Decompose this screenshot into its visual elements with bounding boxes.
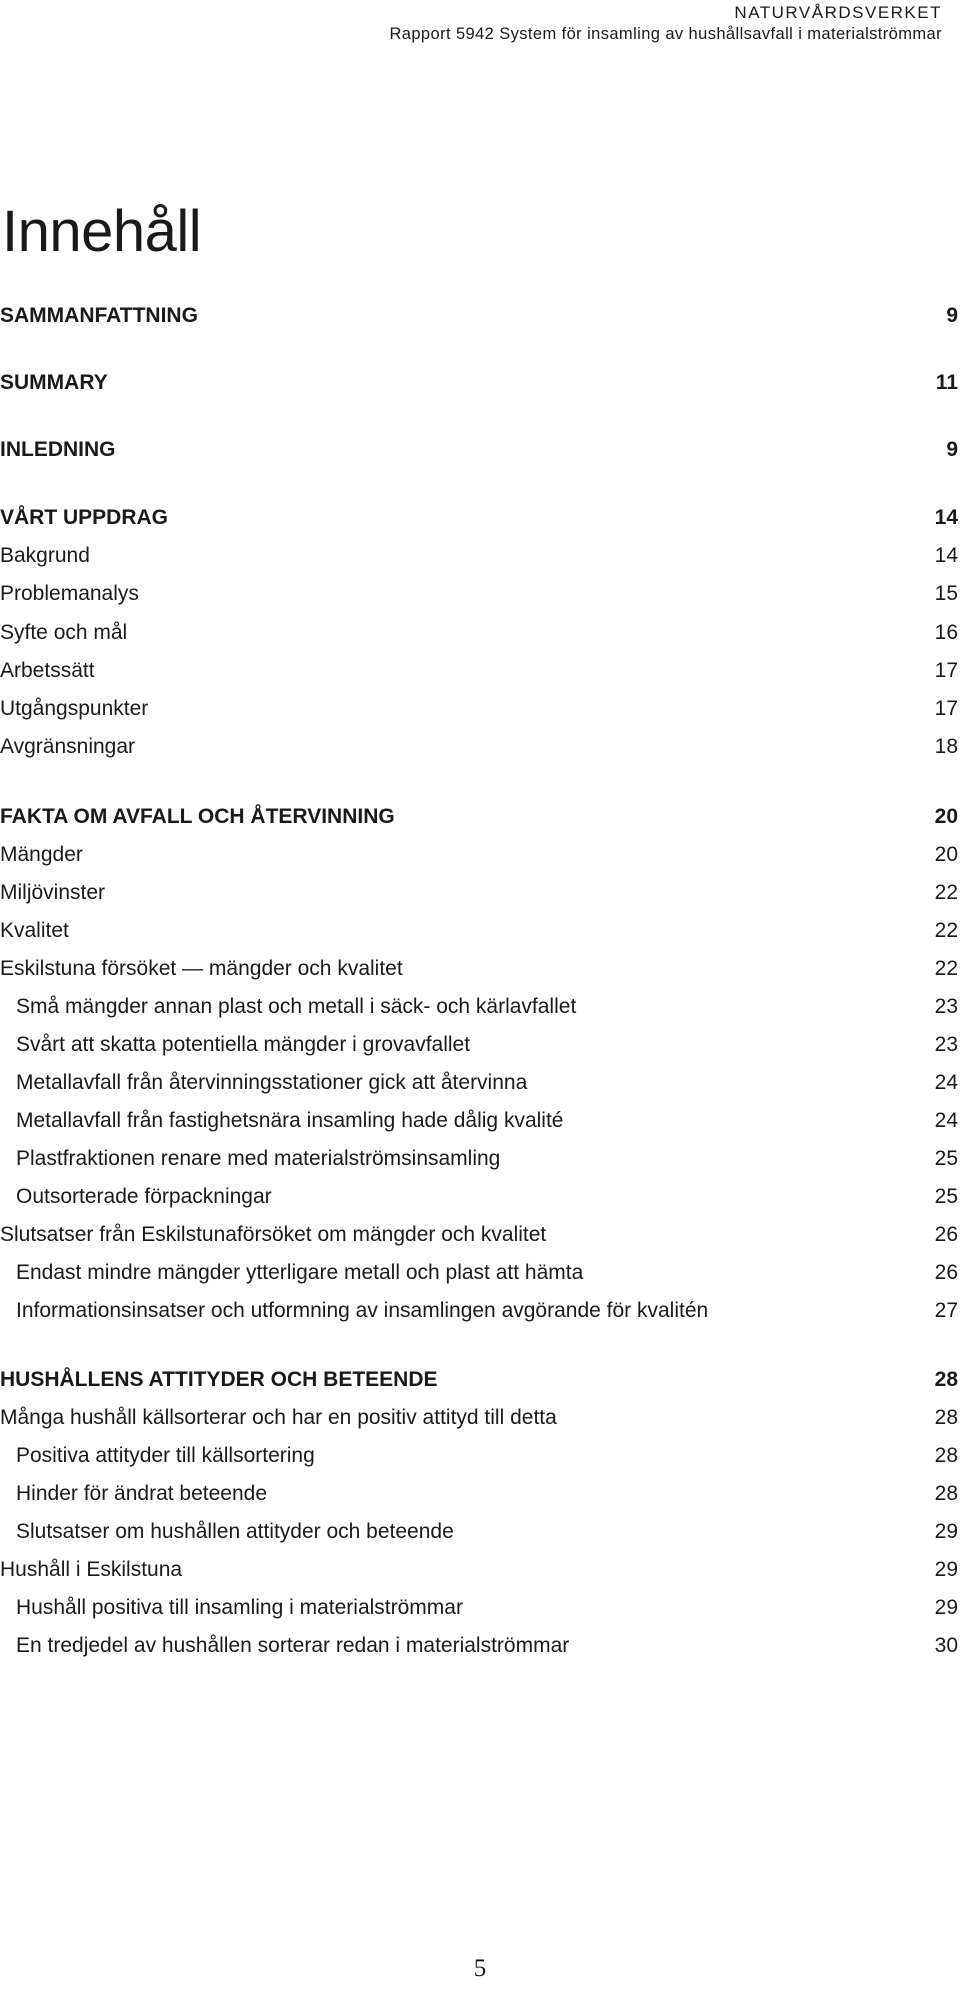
toc-entry-page: 25 [934, 1147, 958, 1170]
toc-entry[interactable] [0, 1181, 958, 1213]
toc-entry-page: 14 [934, 506, 958, 529]
toc-entry-page: 28 [934, 1406, 958, 1429]
toc-entry[interactable] [0, 1029, 958, 1061]
header-org: NATURVÅRDSVERKET [734, 3, 942, 22]
toc-entry[interactable] [0, 1402, 958, 1434]
toc-entry-page: 22 [934, 881, 958, 904]
toc-entry-label: Hushåll positiva till insamling i materialströmmar [16, 1596, 463, 1619]
toc-entry-page: 16 [934, 621, 958, 644]
toc-entry-page: 27 [934, 1299, 958, 1322]
toc-entry[interactable] [0, 1630, 958, 1662]
toc-entry-page: 24 [934, 1109, 958, 1132]
page-title: Innehåll [2, 199, 202, 264]
toc-entry-label: Bakgrund [0, 544, 90, 567]
toc-entry-label: Metallavfall från fastighetsnära insamling hade dålig kvalité [16, 1109, 564, 1132]
toc-entry-page: 11 [935, 371, 958, 394]
toc-entry-page: 29 [934, 1558, 958, 1581]
toc-entry-label: Hinder för ändrat beteende [16, 1482, 268, 1505]
toc-entry-label: Problemanalys [0, 582, 139, 605]
page-header [389, 2, 942, 45]
toc-entry[interactable] [0, 693, 958, 725]
toc-entry-page: 20 [934, 805, 958, 828]
toc-entry-label: Syfte och mål [0, 621, 128, 644]
toc-entry[interactable] [0, 877, 958, 909]
toc-entry-label: Positiva attityder till källsortering [16, 1444, 315, 1467]
toc-entry-label: INLEDNING [0, 438, 116, 461]
toc-entry-page: 15 [934, 582, 958, 605]
toc-entry-page: 22 [934, 919, 958, 942]
toc-entry[interactable] [0, 1516, 958, 1548]
toc-entry-label: HUSHÅLLENS ATTITYDER OCH BETEENDE [0, 1368, 438, 1391]
toc-entry-label: Kvalitet [0, 919, 69, 942]
toc-entry-page: 17 [934, 659, 958, 682]
toc-entry[interactable] [0, 991, 958, 1023]
toc-entry[interactable] [0, 801, 958, 833]
toc-entry[interactable] [0, 1295, 958, 1327]
toc-entry[interactable] [0, 1440, 958, 1472]
toc-entry-label: SUMMARY [0, 371, 108, 394]
toc-entry[interactable] [0, 1143, 958, 1175]
toc-entry[interactable] [0, 655, 958, 687]
toc-entry-page: 23 [934, 1033, 958, 1056]
toc-entry-page: 29 [934, 1520, 958, 1543]
toc-entry-page: 30 [934, 1634, 958, 1657]
toc-entry-page: 28 [934, 1368, 958, 1391]
toc-entry-page: 14 [934, 544, 958, 567]
toc-entry[interactable] [0, 1257, 958, 1289]
toc-entry-label: Metallavfall från återvinningsstationer gick att återvinna [16, 1071, 528, 1094]
toc-entry-page: 24 [934, 1071, 958, 1094]
toc-entry-label: Outsorterade förpackningar [16, 1185, 272, 1208]
toc-entry-page: 22 [934, 957, 958, 980]
toc-entry[interactable] [0, 540, 958, 572]
toc-entry-page: 9 [946, 438, 958, 461]
toc-entry-page: 20 [934, 843, 958, 866]
toc-entry-label: Mängder [0, 843, 83, 866]
toc-entry-label: Informationsinsatser och utformning av insamlingen avgörande för kvalitén [16, 1299, 709, 1322]
toc-entry[interactable] [0, 1219, 958, 1251]
toc-entry-page: 29 [934, 1596, 958, 1619]
toc-entry-page: 28 [934, 1482, 958, 1505]
toc-entry[interactable] [0, 1592, 958, 1624]
toc-entry[interactable] [0, 578, 958, 610]
toc-entry-label: Hushåll i Eskilstuna [0, 1558, 183, 1581]
toc-entry-label: Svårt att skatta potentiella mängder i grovavfallet [16, 1033, 471, 1056]
toc-entry-label: Slutsatser från Eskilstunaförsöket om mängder och kvalitet [0, 1223, 547, 1246]
toc-entry-page: 25 [934, 1185, 958, 1208]
toc-entry-label: Plastfraktionen renare med materialströmsinsamling [16, 1147, 501, 1170]
toc-entry-label: Endast mindre mängder ytterligare metall och plast att hämta [16, 1261, 584, 1284]
toc-entry[interactable] [0, 300, 958, 332]
toc-entry[interactable] [0, 617, 958, 649]
toc-entry-label: FAKTA OM AVFALL OCH ÅTERVINNING [0, 805, 395, 828]
page-number: 5 [473, 1955, 487, 1982]
toc-entry[interactable] [0, 953, 958, 985]
toc-entry-label: VÅRT UPPDRAG [0, 506, 169, 529]
toc-entry[interactable] [0, 1364, 958, 1396]
toc-entry-label: Avgränsningar [0, 735, 136, 758]
toc-entry[interactable] [0, 731, 958, 763]
toc-entry[interactable] [0, 1067, 958, 1099]
toc-entry-label: Utgångspunkter [0, 697, 149, 720]
toc-entry[interactable] [0, 839, 958, 871]
toc-entry-page: 9 [946, 304, 958, 327]
toc-entry-label: SAMMANFATTNING [0, 304, 198, 327]
toc-entry-label: Eskilstuna försöket — mängder och kvalitet [0, 957, 403, 980]
toc-entry-label: Arbetssätt [0, 659, 95, 682]
toc-entry-label: En tredjedel av hushållen sorterar redan i materialströmmar [16, 1634, 570, 1657]
toc-entry-label: Slutsatser om hushållen attityder och beteende [16, 1520, 454, 1543]
toc-entry-label: Små mängder annan plast och metall i säck- och kärlavfallet [16, 995, 577, 1018]
toc-entry-page: 23 [934, 995, 958, 1018]
toc-entry-page: 18 [934, 735, 958, 758]
toc-entry[interactable] [0, 367, 958, 399]
toc-entry[interactable] [0, 1478, 958, 1510]
toc-entry-page: 28 [934, 1444, 958, 1467]
toc-entry[interactable] [0, 915, 958, 947]
toc-entry-label: Många hushåll källsorterar och har en positiv attityd till detta [0, 1406, 557, 1429]
toc-entry[interactable] [0, 1554, 958, 1586]
toc-entry[interactable] [0, 502, 958, 534]
toc-entry[interactable] [0, 1105, 958, 1137]
header-report-title: Rapport 5942 System för insamling av hushållsavfall i materialströmmar [389, 25, 942, 43]
toc-entry[interactable] [0, 434, 958, 466]
toc-entry-label: Miljövinster [0, 881, 106, 904]
toc-entry-page: 26 [934, 1223, 958, 1246]
toc-entry-page: 17 [934, 697, 958, 720]
toc-entry-page: 26 [934, 1261, 958, 1284]
